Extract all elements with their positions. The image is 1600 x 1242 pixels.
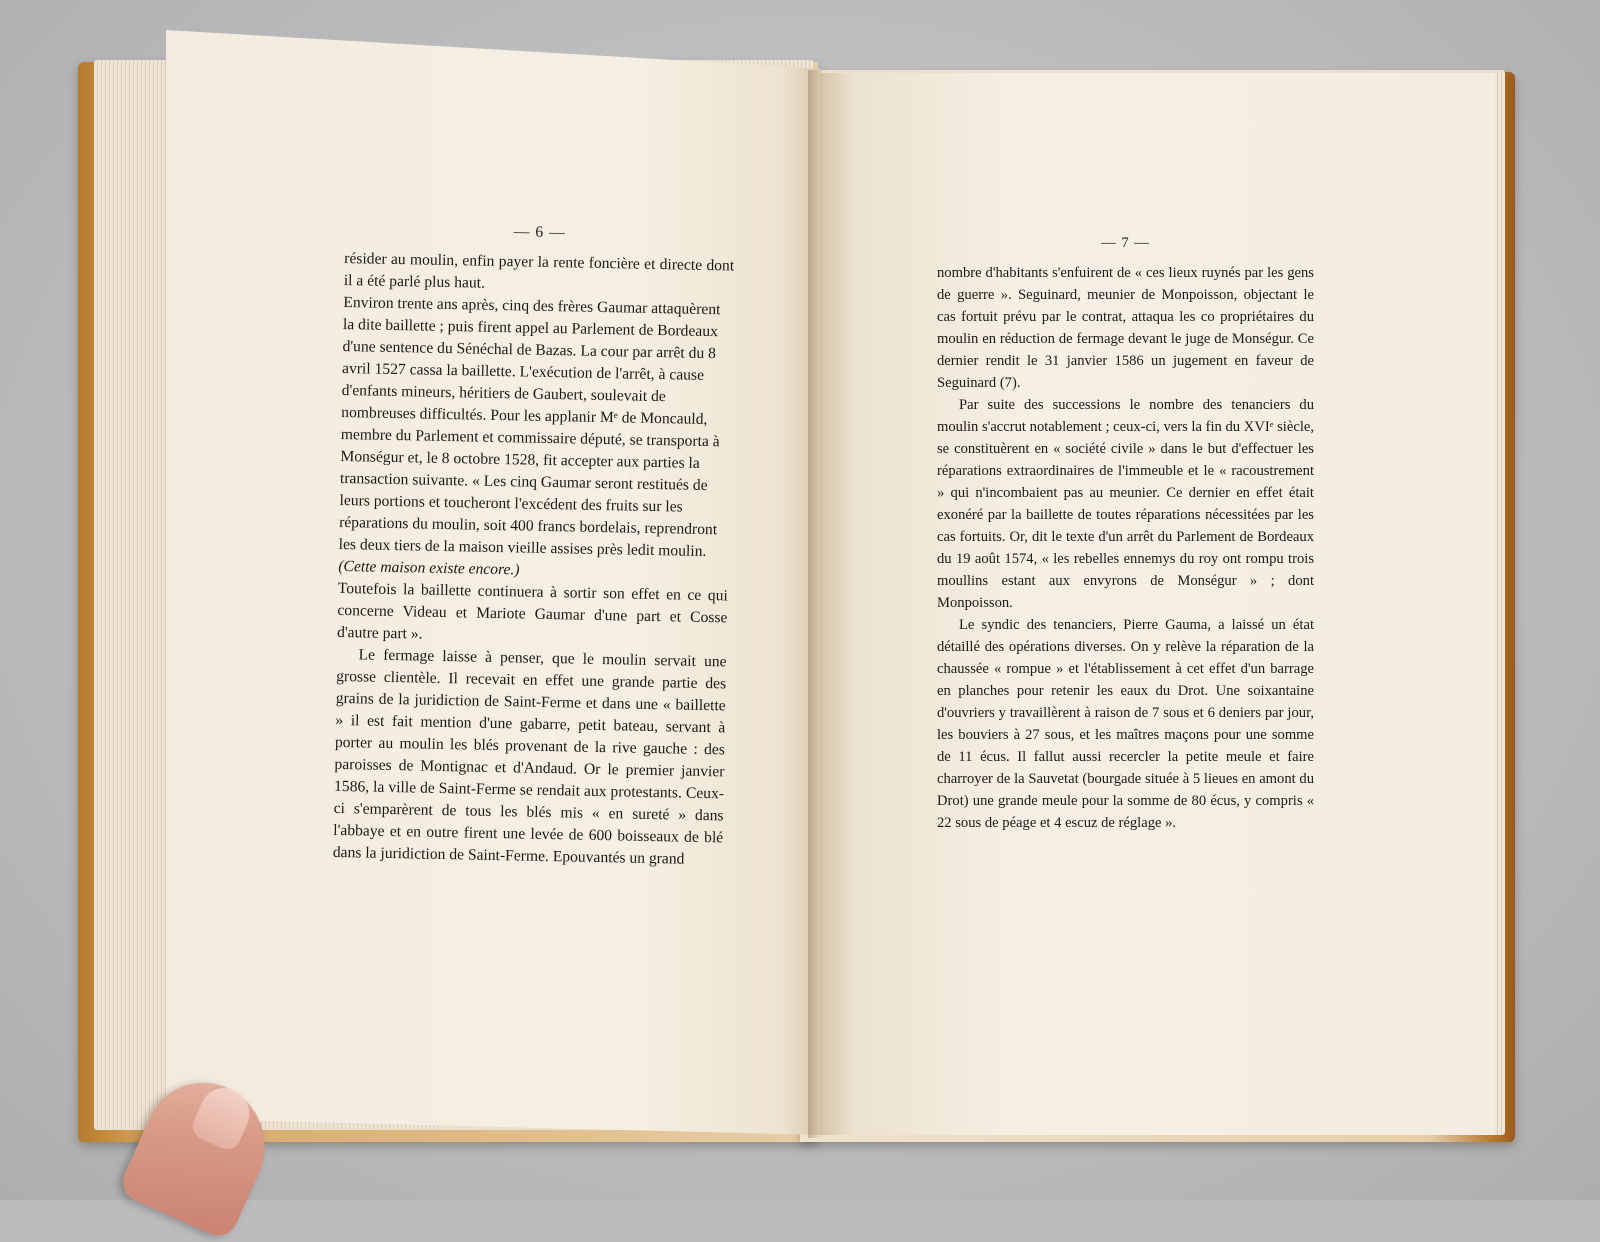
paragraph: Le fermage laisse à penser, que le moulin servait une grosse clientèle. Il recevait en effet une grande partie des grains de la juridiction de Saint-Ferme et dans une « baillette » il est fait mention d'une gabarre, petit bateau, servant à porter au moulin les blés provenant de la rive gauche : des paroisses de Montignac et d'Andaud. Or le premier janvier 1586, la ville de Saint-Ferme se rendait aux protestants. Ceux-ci s'emparèrent de tous les blés mis « en sureté » dans l'abbaye et en outre firent une levée de 600 boisseaux de blé dans la juridiction de Saint-Ferme. Epouvantés un grand bbox=[332, 646, 727, 868]
left-page-text bbox=[333, 218, 735, 871]
page-number: — 6 — bbox=[513, 223, 566, 242]
book-gutter bbox=[808, 70, 826, 1138]
paragraph: Par suite des successions le nombre des tenanciers du moulin s'accrut notablement ; ceux-ci, vers la fin du XVIᵉ siècle, se constituèrent en « société civile » dans le but d'effectuer les réparations extraordinaires de l'immeuble et le « racoustrement » qui n'incombaient pas au meunier. Ce dernier en effet était exonéré par la baillette de toutes réparations nécessitées par les cas fortuits. Or, dit le texte d'un arrêt du Parlement de Bordeaux du 19 août 1574, « les rebelles ennemys du roy ont rompu trois moullins estant aux envyrons de Monségur » ; dont Monpoisson. bbox=[937, 397, 1314, 611]
page-number: — 7 — bbox=[1101, 235, 1150, 251]
paragraph: nombre d'habitants s'enfuirent de « ces lieux ruynés par les gens de guerre ». Seguinard, meunier de Monpoisson, objectant le cas fortuit prévu par le contrat, attaqua les co propriétaires du moulin en réduction de fermage devant le juge de Monségur. Ce dernier rendit le 31 janvier 1586 un jugement en faveur de Seguinard (7). bbox=[937, 265, 1314, 391]
paragraph: résider au moulin, enfin payer la rente foncière et directe dont il a été parlé plus haut. bbox=[343, 249, 735, 292]
paragraph: Toutefois la baillette continuera à sortir son effet en ce qui concerne Videau et Mariote Gaumar d'une part et Cosse d'autre part ». bbox=[336, 579, 728, 643]
italic-note: (Cette maison existe encore.) bbox=[338, 557, 520, 579]
right-page-text bbox=[937, 232, 1314, 834]
paragraph: Le syndic des tenanciers, Pierre Gauma, a laissé un état détaillé des opérations diverses. On y relève la réparation de la chaussée « rompue » et l'établissement à cet effet d'un barrage en planches pour retenir les eaux du Drot. Une soixantaine d'ouvriers y travaillèrent à raison de 7 sous et 6 deniers par jour, les bouviers à 27 sous, et les maîtres maçons pour une somme de 11 écus. Il fallut aussi recercler la petite meule et faire charroyer de la Sauvetat (bourgade située à 5 lieues en amont du Drot) une grande meule pour la somme de 80 écus, y compris « 22 sous de péage et 4 escuz de réglage ». bbox=[937, 617, 1314, 831]
paragraph: Environ trente ans après, cinq des frères Gaumar attaquèrent la dite baillette ; puis firent appel au Parlement de Bordeaux d'une sentence du Sénéchal de Bazas. La cour par arrêt du 8 avril 1527 cassa la baillette. L'exécution de l'arrêt, à cause d'enfants mineurs, héritiers de Gaubert, soulevait de nombreuses difficultés. Pour les applanir Mᵉ de Moncauld, membre du Parlement et commissaire député, se transporta à Monségur et, le 8 octobre 1528, fit accepter aux parties la transaction suivante. « Les cinq Gaumar seront restitués de leurs portions et toucheront l'excédent des fruits sur les réparations du moulin, soit 400 francs bordelais, reprendront les deux tiers de la maison vieille assises près ledit moulin. bbox=[338, 293, 721, 560]
